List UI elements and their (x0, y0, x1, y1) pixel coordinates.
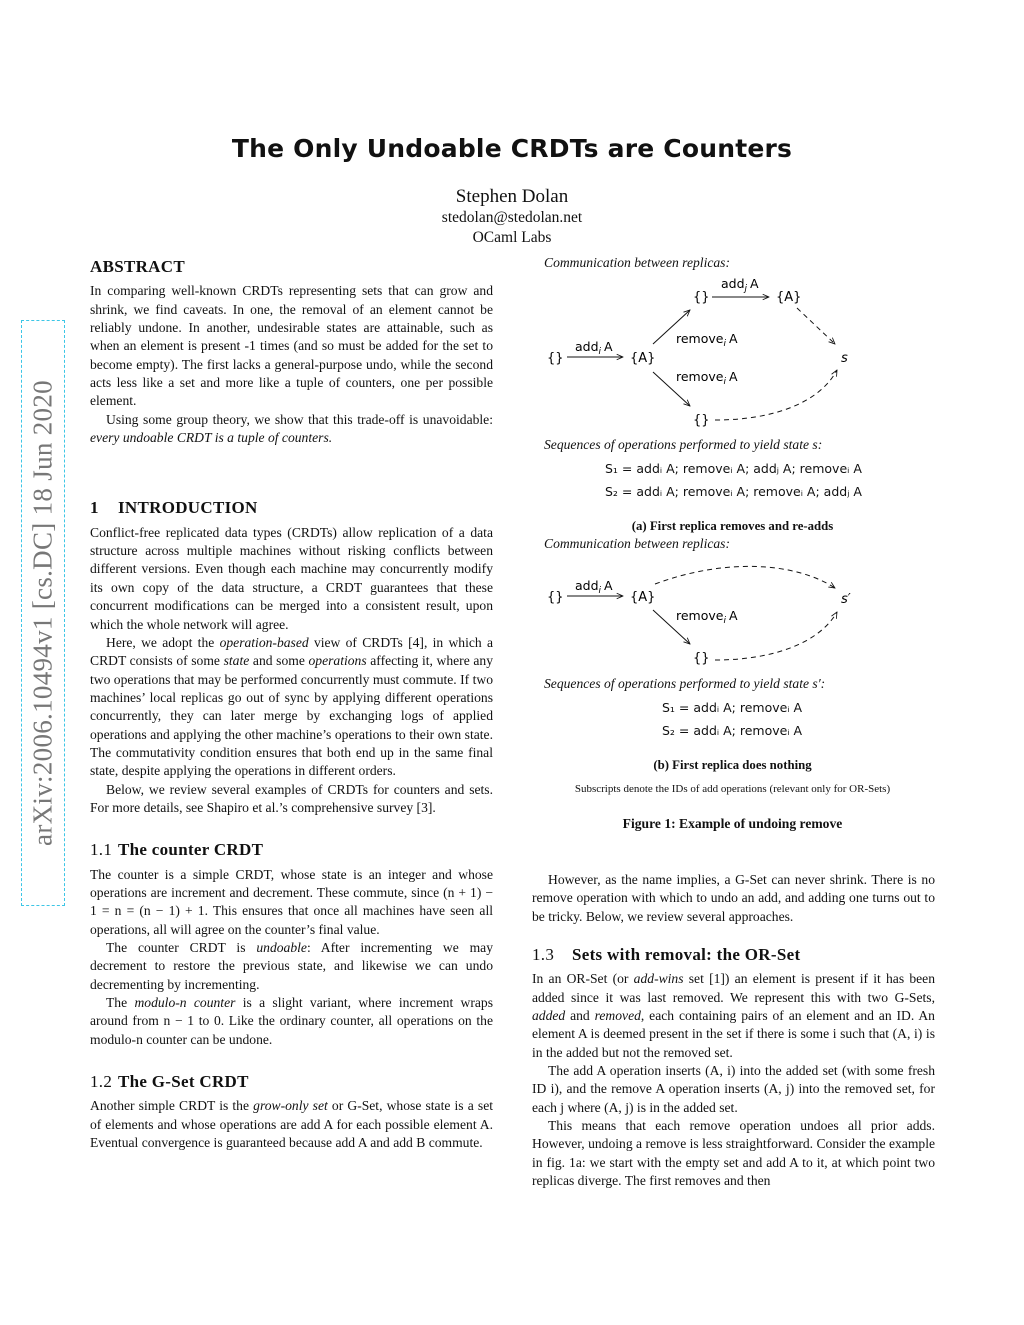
left-column (90, 258, 493, 1152)
fig-a-caption: (a) First replica removes and re-adds (631, 519, 834, 533)
author-email: stedolan@stedolan.net (441, 209, 583, 226)
fig-a-comm-label: Communication between replicas: (544, 255, 730, 270)
abstract-heading: ABSTRACT (90, 257, 185, 276)
state-s: s (841, 351, 848, 366)
node-empty-top: {} (693, 290, 710, 305)
fig-note: Subscripts denote the IDs of add operations (relevant only for OR-Sets) (574, 783, 891, 795)
abstract-paragraph-1: In comparing well-known CRDTs representing sets that can grow and shrink, we find caveats. In one, the removal of an element cannot be reliably undone. In another, undesirable states are attainable, such as when an element is present -1 times (and so must be added for the set to become empty). The first lacks a general-purpose undo, while the second acts less like a set and more like a tuple of counters, one per possible element. (90, 283, 493, 409)
gset-continuation: However, as the name implies, a G-Set can never shrink. There is no remove operation with which to undo an add, and adding one turns out to be tricky. Below, we review several approaches. (532, 872, 935, 924)
intro-heading: 1 INTRODUCTION (90, 498, 258, 518)
counter-paragraph-2: The counter CRDT is undoable: After incrementing we may decrement to restore the previous state, and likewise we can undo decrementing by incrementing. (90, 940, 493, 992)
arrow-merge-top (797, 308, 835, 344)
node-empty-start: {} (547, 351, 564, 366)
gset-heading: 1.2 The G-Set CRDT (90, 1072, 249, 1092)
node-set-A: {A} (630, 351, 656, 366)
orset-paragraph-1: In an OR-Set (or add-wins set [1]) an element is present if it has been added since it was last removed. We represent this with two G-Sets, added and removed, each containing pairs of an element and an ID. An element A is deemed present in the set if there is some i such that (A, i) is in the added but not the removed set. (532, 971, 936, 1060)
intro-paragraph-1: Conflict-free replicated data types (CRDTs) allow replication of a data structure across multiple machines without risking conflicts between different versions. Even though each machine may concurrently modify its own copy of the data structure, a CRDT guarantees that these concurrent modifications can be merged into a consistent result, upon which the whole network will agree. (90, 524, 493, 632)
fig-b-comm-label: Communication between replicas: (544, 536, 730, 551)
fig-b-seq-2: S₂ = addᵢ A; removeᵢ A (662, 723, 803, 738)
counter-heading: 1.1 The counter CRDT (90, 840, 264, 860)
counter-paragraph-1: The counter is a simple CRDT, whose state is an integer and whose operations are increment and decrement. These commute, since (n + 1) − 1 = n = (n − 1) + 1. This ensures that once all machines have seen all operations, all will agree on the counter’s final value. (90, 866, 493, 937)
orset-heading: 1.3 Sets with removal: the OR-Set (532, 945, 801, 965)
node-empty-start-b: {} (547, 590, 564, 605)
counter-paragraph-3: The modulo-n counter is a slight variant, where increment wraps around from n − 1 to 0. Like the ordinary counter, all operations on the modulo-n counter can be undone. (90, 995, 493, 1047)
fig-b-seq-1: S₁ = addᵢ A; removeᵢ A (662, 700, 803, 715)
right-column (532, 871, 935, 1191)
fig-a-seq-label: Sequences of operations performed to yield state s: (544, 437, 823, 452)
author-affiliation: OCaml Labs (472, 229, 552, 246)
intro-paragraph-3: Below, we review several examples of CRDTs for counters and sets. For more details, see Shapiro et al.’s comprehensive survey [3]. (90, 781, 493, 815)
label-add-i-b: add$_i$ A (575, 578, 613, 596)
fig-a-diagram (535, 272, 865, 432)
fig-b-seq-label: Sequences of operations performed to yield state s′: (544, 676, 826, 691)
label-add-j: add$_j$ A (721, 276, 759, 294)
fig-a-seq-2: S₂ = addᵢ A; removeᵢ A; removeᵢ A; addⱼ A (605, 484, 862, 499)
label-remove-top: remove$_i$ A (676, 331, 738, 349)
fig-a-seq-1: S₁ = addᵢ A; removeᵢ A; addⱼ A; removeᵢ A (605, 461, 862, 476)
intro-paragraph-2: Here, we adopt the operation-based view of CRDTs [4], in which a CRDT consists of some state and some operations affecting it, where any two operations that may be performed concurrently must commute. If two machines’ local replicas go out of sync by applying different operations concurrently, they can later merge by exchanging logs of applied operations and applying the other machine’s operations to their own state. The commutativity condition ensures that both end up in the same final state, despite applying the operations in different orders. (90, 634, 493, 779)
orset-paragraph-2: The add A operation inserts (A, i) into the added set (with some fresh ID i), and the remove A operation inserts (A, j) into the removed set, for each j where (A, j) is in the added set. (532, 1063, 935, 1115)
node-empty-bottom: {} (693, 413, 710, 428)
gset-paragraph-1: Another simple CRDT is the grow-only set or G-Set, whose state is a set of elements and whose operations are add A for each possible element A. Eventual convergence is guaranteed because add A and add B commute. (90, 1098, 494, 1151)
fig-b-diagram (535, 560, 865, 672)
arrow-merge-top-b (655, 566, 835, 588)
node-set-A-top: {A} (776, 290, 802, 305)
arxiv-sidebar[interactable] (21, 320, 65, 906)
paper-title: The Only Undoable CRDTs are Counters (231, 134, 793, 163)
abstract-paragraph-2: Using some group theory, we show that this trade-off is unavoidable: every undoable CRDT is a tuple of counters. (90, 411, 493, 446)
state-s-prime: s′ (841, 592, 851, 607)
figure-caption: Figure 1: Example of undoing remove (622, 816, 843, 831)
label-remove-b: remove$_i$ A (676, 608, 738, 626)
label-remove-bottom: remove$_i$ A (676, 369, 738, 387)
author-name: Stephen Dolan (455, 186, 569, 207)
orset-paragraph-3: This means that each remove operation undoes all prior adds. However, undoing a remove is less straightforward. Consider the example in fig. 1a: we start with the empty set and add A to it, at which point two replicas diverge. The first removes and then (532, 1118, 936, 1189)
node-empty-bottom-b: {} (693, 651, 710, 666)
fig-b-caption: (b) First replica does nothing (653, 758, 812, 772)
arxiv-identifier: arXiv:2006.10494v1 [cs.DC] 18 Jun 2020 (27, 380, 58, 846)
label-add-i: add$_i$ A (575, 339, 613, 357)
node-set-A-b: {A} (630, 590, 656, 605)
